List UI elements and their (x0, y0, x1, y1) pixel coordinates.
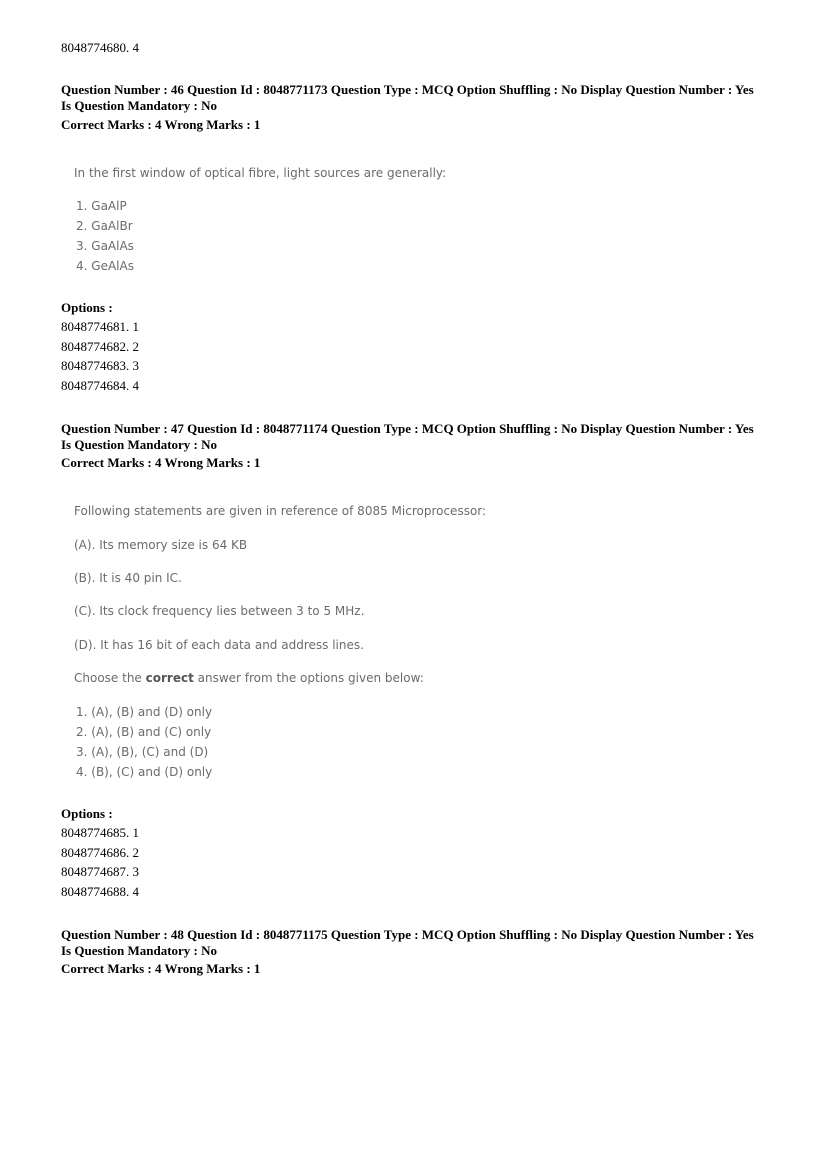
question-choice: 3. GaAlAs (76, 239, 134, 253)
question-choice: 1. GaAlP (76, 199, 127, 213)
question-choice: 4. (B), (C) and (D) only (76, 765, 213, 779)
question-mandatory: Is Question Mandatory : No (61, 943, 218, 958)
option-item: 8048774688. 4 (61, 884, 139, 899)
option-item: 8048774686. 2 (61, 845, 139, 860)
question-text: In the first window of optical fibre, light sources are generally: (74, 166, 447, 180)
question-mandatory: Is Question Mandatory : No (61, 437, 218, 452)
question-choice: 2. (A), (B) and (C) only (76, 725, 212, 739)
instruction-bold: correct (145, 671, 194, 685)
option-item: 8048774682. 2 (61, 339, 139, 354)
statement-item: (B). It is 40 pin IC. (74, 571, 182, 585)
option-item: 8048774681. 1 (61, 319, 139, 334)
previous-option: 8048774680. 4 (61, 40, 139, 55)
question-header: Question Number : 47 Question Id : 8048771174 Question Type : MCQ Option Shuffling : No Display Question Number : Yes (61, 421, 754, 436)
question-marks: Correct Marks : 4 Wrong Marks : 1 (61, 117, 261, 132)
option-item: 8048774684. 4 (61, 378, 139, 393)
question-choice: 3. (A), (B), (C) and (D) (76, 745, 209, 759)
option-item: 8048774683. 3 (61, 358, 139, 373)
question-choice: 4. GeAlAs (76, 259, 134, 273)
option-item: 8048774685. 1 (61, 825, 139, 840)
statement-item: (A). Its memory size is 64 KB (74, 538, 248, 552)
instruction-text (74, 670, 424, 686)
option-item: 8048774687. 3 (61, 864, 139, 879)
question-marks: Correct Marks : 4 Wrong Marks : 1 (61, 455, 261, 470)
statement-item: (C). Its clock frequency lies between 3 to 5 MHz. (74, 604, 365, 618)
instruction-before: Choose the (74, 671, 146, 685)
options-label: Options : (61, 806, 113, 821)
question-choice: 2. GaAlBr (76, 219, 133, 233)
statement-item: (D). It has 16 bit of each data and address lines. (74, 638, 364, 652)
question-mandatory: Is Question Mandatory : No (61, 98, 218, 113)
question-choice: 1. (A), (B) and (D) only (76, 705, 213, 719)
question-header: Question Number : 46 Question Id : 8048771173 Question Type : MCQ Option Shuffling : No Display Question Number : Yes (61, 82, 754, 97)
instruction-after: answer from the options given below: (193, 671, 424, 685)
options-label: Options : (61, 300, 113, 315)
question-header: Question Number : 48 Question Id : 8048771175 Question Type : MCQ Option Shuffling : No Display Question Number : Yes (61, 927, 754, 942)
question-text: Following statements are given in reference of 8085 Microprocessor: (74, 504, 487, 518)
question-marks: Correct Marks : 4 Wrong Marks : 1 (61, 961, 261, 976)
